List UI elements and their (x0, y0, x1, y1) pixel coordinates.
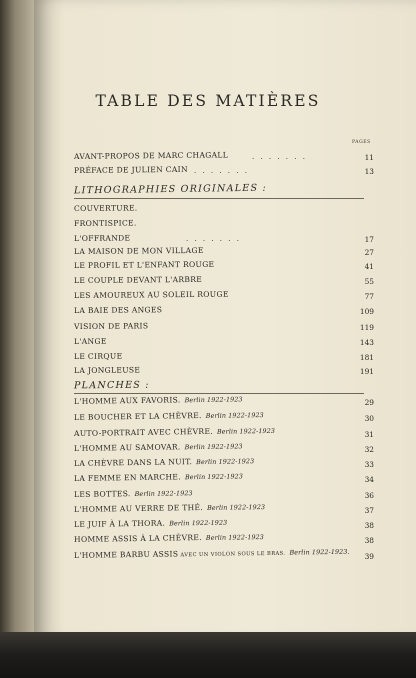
toc-entry-label: LE PROFIL ET L'ENFANT ROUGE (73, 259, 215, 270)
toc-page-number: 17 (364, 235, 374, 244)
toc-entry-note: Berlin 1922-1923 (205, 411, 264, 420)
toc-page-number: 27 (364, 248, 374, 257)
toc-page-number: 34 (364, 475, 374, 484)
toc-entry-note: Berlin 1922-1923 (216, 426, 276, 436)
toc-entry-note: Berlin 1922-1923 (184, 395, 243, 405)
toc-entry-label: LA FEMME EN MARCHE. Berlin 1922-1923 (73, 472, 244, 483)
toc-entry-label: LE COUPLE DEVANT L'ARBRE (73, 274, 203, 285)
toc-entry-label: LE CIRQUE (73, 351, 123, 361)
toc-entry-label: L'OFFRANDE (73, 233, 131, 243)
toc-entry-note: Berlin 1922-1923 (184, 442, 243, 452)
toc-page-number: 38 (364, 536, 374, 545)
toc-entry-note: Berlin 1922-1923 (205, 533, 265, 542)
toc-entry-note: Berlin 1922-1923 (196, 457, 255, 467)
toc-entry-label: PRÉFACE DE JULIEN CAIN (73, 164, 188, 175)
toc-page-number: 37 (364, 506, 374, 515)
toc-entry-label: L'HOMME AU VERRE DE THÉ. Berlin 1922-1923 (73, 502, 266, 514)
toc-entry-label: LE JUIF À LA THORA. Berlin 1922-1923 (73, 518, 228, 529)
page-title: TABLE DES MATIÈRES (95, 92, 321, 110)
pages-column-header: PAGES (352, 140, 371, 145)
table-surface (0, 632, 416, 678)
toc-entry-label: L'HOMME BARBU ASSIS AVEC UN VIOLON SOUS LE BRAS. Berlin 1922-1923. (73, 547, 350, 560)
toc-entry-label: LA BAIE DES ANGES (73, 305, 163, 315)
toc-entry-note: Berlin 1922-1923 (184, 472, 244, 482)
toc-entry-label: COUVERTURE. (73, 203, 138, 213)
toc-entry-label: L'HOMME AU SAMOVAR. Berlin 1922-1923 (73, 442, 243, 453)
toc-entry-label: LES BOTTES. Berlin 1922-1923 (73, 489, 193, 499)
toc-page-number: 143 (359, 338, 374, 347)
toc-entry-label: AVANT-PROPOS DE MARC CHAGALL (73, 150, 229, 161)
toc-entry-note: Berlin 1922-1923 (207, 502, 266, 512)
toc-entry-label: AUTO-PORTRAIT AVEC CHÈVRE. Berlin 1922-1923 (73, 426, 276, 438)
toc-entry-label: HOMME ASSIS À LA CHÈVRE. Berlin 1922-1923 (73, 532, 265, 544)
toc-entry-extra: AVEC UN VIOLON SOUS LE BRAS. (178, 550, 286, 559)
toc-page-number: 77 (364, 292, 374, 301)
toc-page-number: 32 (364, 445, 374, 454)
toc-page-number: 33 (364, 460, 374, 469)
toc-entry-label: LA MAISON DE MON VILLAGE (73, 245, 204, 256)
toc-entry-note: Berlin 1922-1923 (134, 489, 193, 499)
toc-page-number: 36 (364, 491, 374, 500)
toc-entry-note: Berlin 1922-1923. (289, 547, 350, 557)
leader-dots: . . . . . . . (252, 153, 307, 161)
toc-page-number: 38 (364, 521, 374, 530)
toc-entry-label: LES AMOUREUX AU SOLEIL ROUGE (73, 289, 229, 300)
toc-page-number: 55 (364, 277, 374, 286)
toc-entry-label: L'HOMME AUX FAVORIS. Berlin 1922-1923 (73, 395, 243, 406)
leader-dots: . . . . . . . (194, 167, 249, 175)
toc-page-number: 41 (364, 262, 374, 271)
toc-entry-label: LE BOUCHER ET LA CHÈVRE. Berlin 1922-1923 (73, 410, 264, 422)
toc-page-number: 119 (359, 323, 374, 332)
toc-page-number: 191 (359, 367, 374, 376)
toc-page-number: 29 (364, 398, 374, 407)
section-heading-planches: PLANCHES : (73, 379, 150, 392)
toc-page-number: 109 (359, 307, 374, 316)
leader-dots: . . . . . . . (186, 235, 241, 243)
toc-entry-label: LA JONGLEUSE (73, 365, 141, 375)
toc-entry-note: Berlin 1922-1923 (169, 518, 228, 528)
toc-page-number: 30 (364, 414, 374, 423)
toc-page-number: 181 (359, 353, 374, 362)
toc-page-number: 31 (364, 430, 374, 439)
toc-page-number: 11 (364, 153, 374, 162)
toc-page-number: 13 (364, 167, 374, 176)
toc-page-number: 39 (364, 552, 374, 561)
section-heading-lithographies: LITHOGRAPHIES ORIGINALES : (73, 182, 268, 197)
toc-entry-label: VISION DE PARIS (73, 321, 149, 331)
section-rule (74, 198, 364, 199)
toc-entry-label: L'ANGE (73, 336, 107, 346)
toc-entry-label: LA CHÈVRE DANS LA NUIT. Berlin 1922-1923 (73, 457, 255, 468)
toc-entry-label: FRONTISPICE. (73, 218, 137, 228)
